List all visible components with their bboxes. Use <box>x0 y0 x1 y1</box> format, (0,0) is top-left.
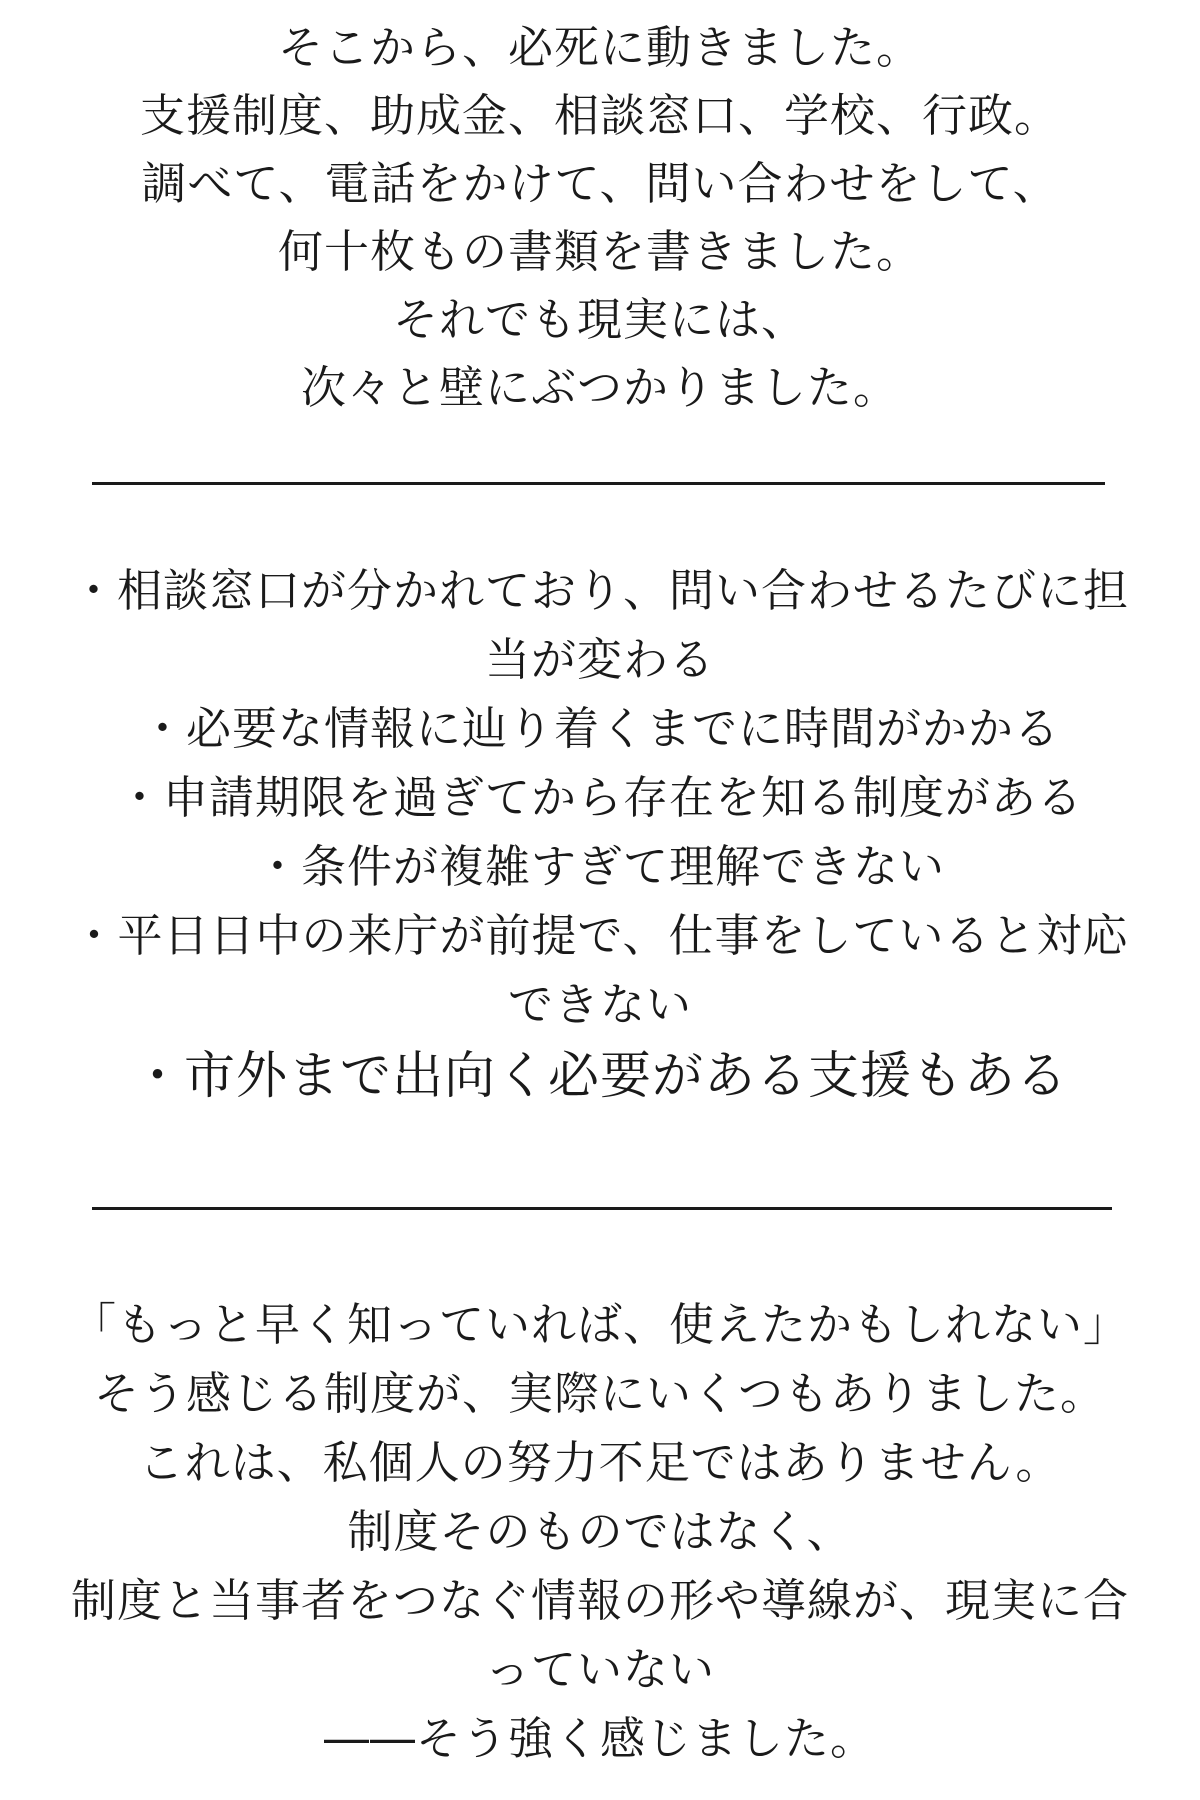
issue-line: ・必要な情報に辿り着くまでに時間がかかる <box>139 702 1060 755</box>
closing-line: 制度そのものではなく、 <box>347 1505 853 1558</box>
divider-line <box>92 1207 1112 1210</box>
intro-line: 次々と壁にぶつかりました。 <box>300 361 899 414</box>
closing-line: 「もっと早く知っていれば、使えたかもしれない」 <box>70 1298 1129 1351</box>
closing-line: っていない <box>484 1643 715 1696</box>
intro-line: 調べて、電話をかけて、問い合わせをして、 <box>141 157 1059 210</box>
issue-line: 当が変わる <box>484 633 715 686</box>
closing-line: 制度と当事者をつなぐ情報の形や導線が、現実に合 <box>70 1574 1129 1627</box>
issue-line: できない <box>507 978 692 1031</box>
intro-line: 支援制度、助成金、相談窓口、学校、行政。 <box>139 89 1060 142</box>
issue-line: ・申請期限を過ぎてから存在を知る制度がある <box>116 771 1083 824</box>
issue-line: ・相談窓口が分かれており、問い合わせるたびに担 <box>70 564 1129 617</box>
issue-line: ・市外まで出向く必要がある支援もある <box>131 1047 1068 1106</box>
intro-line: 何十枚もの書類を書きました。 <box>277 225 922 278</box>
closing-line: これは、私個人の努力不足ではありません。 <box>138 1436 1062 1489</box>
issues-list <box>0 556 1200 1113</box>
closing-paragraph <box>0 1290 1200 1773</box>
intro-paragraph <box>0 14 1200 422</box>
closing-line: そう感じる制度が、実際にいくつもありました。 <box>93 1367 1106 1420</box>
issue-line: ・条件が複雑すぎて理解できない <box>254 840 945 893</box>
intro-line: そこから、必死に動きました。 <box>277 21 922 74</box>
issue-line: ・平日日中の来庁が前提で、仕事をしていると対応 <box>71 909 1129 962</box>
closing-line: ――そう強く感じました。 <box>323 1712 876 1765</box>
intro-line: それでも現実には、 <box>392 293 807 346</box>
divider-line <box>92 482 1105 485</box>
